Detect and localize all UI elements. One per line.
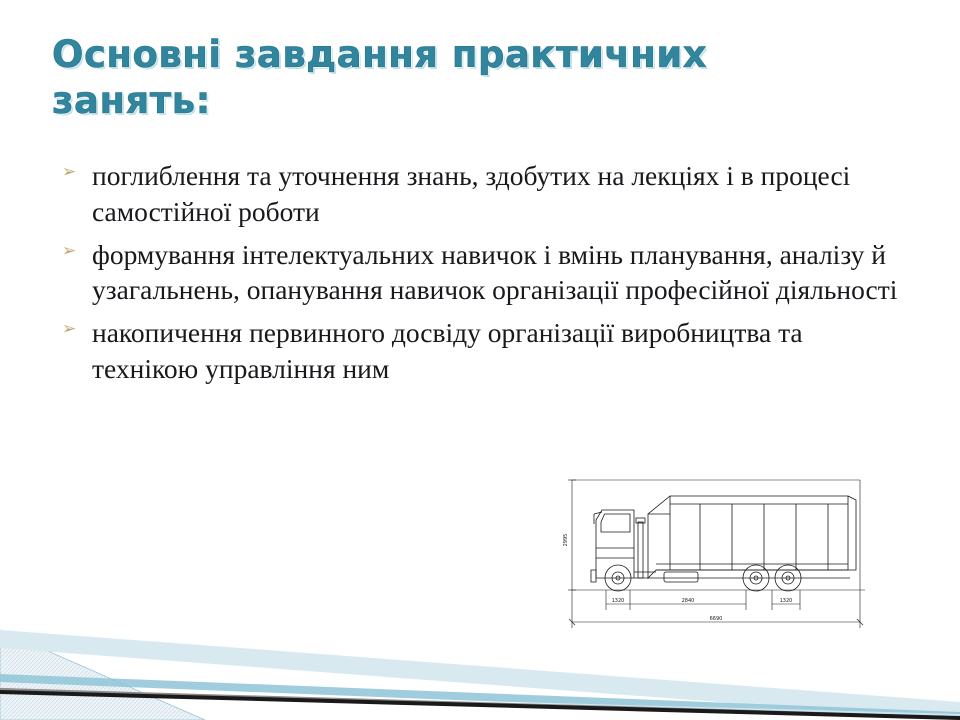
svg-text:1320: 1320 xyxy=(779,598,793,604)
list-item xyxy=(62,237,912,309)
list-item-text: накопичення первинного досвіду організації виробництва та технікою управління ним xyxy=(92,317,803,384)
bullet-list xyxy=(62,158,912,394)
svg-text:2840: 2840 xyxy=(681,598,695,604)
dump-truck-technical-drawing xyxy=(560,470,890,635)
list-item-text: формування інтелектуальних навичок і вмінь планування, аналізу й узагальнень, опанування навичок організації професійної діяльності xyxy=(92,238,898,306)
svg-text:1320: 1320 xyxy=(611,598,625,604)
list-item-text: поглиблення та уточнення знань, здобутих на лекціях і в процесі самостійної роботи xyxy=(92,160,851,227)
list-item xyxy=(62,158,912,230)
page-title: Основні завдання практичних занять: xyxy=(52,33,708,122)
bullet-arrow-icon: ➢ xyxy=(62,162,77,182)
bullet-arrow-icon: ➢ xyxy=(62,240,77,261)
svg-text:2995: 2995 xyxy=(563,533,569,547)
list-item xyxy=(62,315,912,387)
svg-text:6690: 6690 xyxy=(709,616,723,622)
bullet-arrow-icon: ➢ xyxy=(62,319,77,339)
